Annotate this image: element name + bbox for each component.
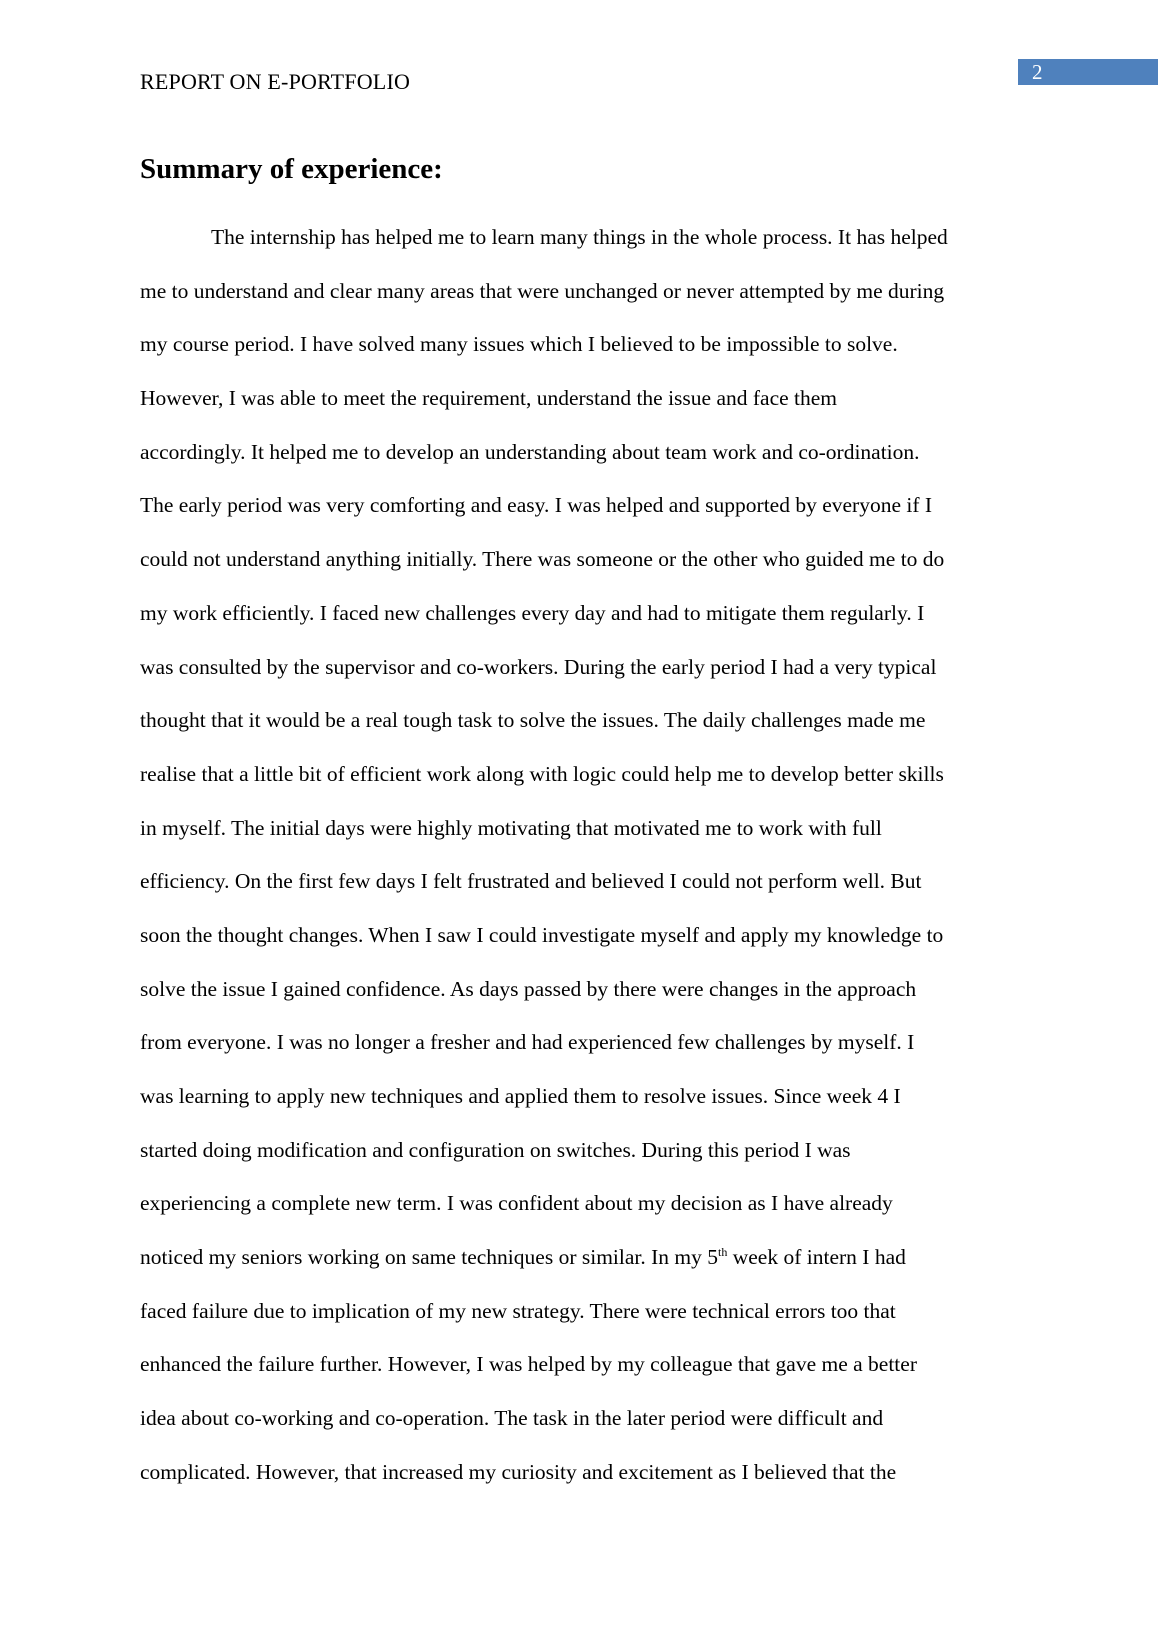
paragraph-line-with-ordinal [140,1231,1016,1285]
paragraph-line: realise that a little bit of efficient work along with logic could help me to develop better skills [140,761,944,786]
paragraph-line: from everyone. I was no longer a fresher and had experienced few challenges by myself. I [140,1030,915,1055]
paragraph-line: The internship has helped me to learn many things in the whole process. It has helped [211,225,948,249]
paragraph-line: idea about co-working and co-operation. The task in the later period were difficult and [140,1406,884,1431]
paragraph-line: my work efficiently. I faced new challenges every day and had to mitigate them regularly. I [140,600,925,625]
paragraph-line: However, I was able to meet the requirement, understand the issue and face them [140,386,838,411]
paragraph-line: soon the thought changes. When I saw I could investigate myself and apply my knowledge to [140,922,944,947]
paragraph-line: The early period was very comforting and easy. I was helped and supported by everyone if I [140,493,933,518]
paragraph-line: efficiency. On the first few days I felt frustrated and believed I could not perform well. But [140,869,922,894]
line-text-after-ordinal: week of intern I had [727,1245,906,1270]
page-number: 2 [1032,60,1043,84]
paragraph-line: started doing modification and configuration on switches. During this period I was [140,1137,851,1162]
paragraph-line: thought that it would be a real tough task to solve the issues. The daily challenges made me [140,708,926,733]
paragraph-line: in myself. The initial days were highly motivating that motivated me to work with full [140,815,882,840]
paragraph-line: faced failure due to implication of my new strategy. There were technical errors too that [140,1298,896,1323]
paragraph-line: could not understand anything initially. There was someone or the other who guided me to do [140,547,945,572]
running-header: REPORT ON E-PORTFOLIO [140,69,411,94]
paragraph-line: was consulted by the supervisor and co-workers. During the early period I had a very typical [140,654,937,679]
paragraph-line: accordingly. It helped me to develop an understanding about team work and co-ordination. [140,439,920,464]
line-text-before-ordinal: noticed my seniors working on same techniques or similar. In my 5 [140,1245,719,1270]
paragraph-line: enhanced the failure further. However, I was helped by my colleague that gave me a better [140,1352,917,1377]
paragraph-line: me to understand and clear many areas that were unchanged or never attempted by me during [140,278,945,303]
paragraph-line: my course period. I have solved many issues which I believed to be impossible to solve. [140,332,898,357]
paragraph-line: complicated. However, that increased my curiosity and excitement as I believed that the [140,1459,897,1484]
page-number-bar [1018,59,1158,85]
paragraph-line: solve the issue I gained confidence. As days passed by there were changes in the approach [140,976,917,1001]
body-paragraph [140,211,1016,1500]
paragraph-line: was learning to apply new techniques and applied them to resolve issues. Since week 4 I [140,1084,901,1108]
paragraph-line: experiencing a complete new term. I was confident about my decision as I have already [140,1191,893,1216]
ordinal-suffix: th [718,1245,728,1260]
section-heading: Summary of experience: [140,153,443,185]
